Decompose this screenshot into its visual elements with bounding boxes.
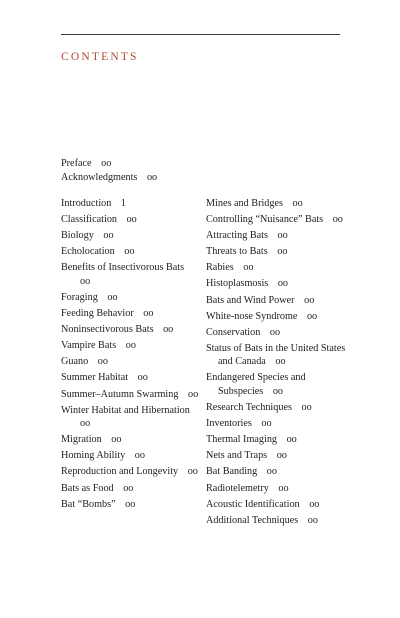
- toc-entry-title: Histoplasmosis: [206, 278, 269, 290]
- toc-entry-title: Bat Banding: [206, 466, 258, 478]
- toc-entry-page: oo: [137, 372, 148, 384]
- toc-left-column: [61, 197, 201, 514]
- toc-entry-page: oo: [124, 246, 135, 258]
- toc-entry: [206, 514, 346, 528]
- toc-entry-page: oo: [163, 324, 174, 336]
- toc-entry-page: 1: [120, 198, 127, 209]
- toc-entry-page: oo: [103, 230, 114, 242]
- toc-entry: [206, 245, 346, 259]
- toc-entry-page: oo: [278, 482, 289, 494]
- toc-entry-page: oo: [266, 466, 277, 478]
- toc-entry-title: Winter Habitat and Hibernation: [61, 404, 190, 416]
- toc-entry: [206, 277, 346, 291]
- toc-entry: [61, 323, 201, 337]
- toc-entry-title: Summer–Autumn Swarming: [61, 388, 179, 400]
- toc-entry-page: oo: [80, 275, 91, 287]
- toc-entry: [61, 339, 201, 353]
- toc-entry-title: Noninsectivorous Bats: [61, 324, 154, 336]
- toc-entry-page: oo: [187, 388, 199, 400]
- toc-entry-page: oo: [272, 385, 284, 397]
- toc-entry: [61, 433, 201, 447]
- toc-entry-title: Migration: [61, 434, 102, 446]
- toc-entry-title: Biology: [61, 230, 94, 242]
- toc-entry: [61, 371, 201, 385]
- toc-entry-title: Echolocation: [61, 246, 115, 258]
- toc-entry-title: Attracting Bats: [206, 230, 268, 242]
- toc-entry-title: Guano: [61, 356, 89, 368]
- toc-entry-page: oo: [125, 498, 136, 510]
- toc-entry: [206, 197, 346, 211]
- toc-entry: [61, 157, 211, 171]
- toc-entry-title: Conservation: [206, 326, 261, 338]
- toc-entry-page: oo: [143, 308, 154, 320]
- toc-entry: [206, 449, 346, 463]
- toc-entry: [206, 433, 346, 447]
- toc-entry-page: oo: [309, 498, 320, 510]
- top-rule: [61, 34, 340, 35]
- toc-entry-title: Status of Bats in the United States and Canada: [206, 342, 346, 368]
- toc-entry-page: oo: [275, 356, 286, 368]
- toc-entry-page: oo: [292, 198, 303, 209]
- toc-entry-title: Vampire Bats: [61, 340, 117, 352]
- toc-entry: [61, 482, 201, 496]
- toc-entry-page: oo: [107, 291, 118, 303]
- toc-entry-page: oo: [276, 450, 287, 462]
- toc-entry-title: Controlling “Nuisance” Bats: [206, 214, 324, 226]
- toc-entry: [61, 213, 201, 227]
- toc-entry: [61, 465, 201, 479]
- toc-entry-title: Radiotelemetry: [206, 482, 269, 494]
- toc-entry-title: Bats as Food: [61, 482, 114, 494]
- toc-entry: [61, 229, 201, 243]
- toc-entry-page: oo: [301, 402, 312, 414]
- toc-entry-page: oo: [307, 514, 318, 526]
- toc-entry: [206, 294, 346, 308]
- toc-entry-page: oo: [304, 294, 315, 306]
- toc-entry-title: Preface: [61, 158, 92, 169]
- toc-entry: [61, 307, 201, 321]
- toc-entry-title: Threats to Bats: [206, 246, 268, 258]
- toc-entry-title: Classification: [61, 214, 118, 226]
- toc-entry-title: Introduction: [61, 198, 112, 209]
- toc-entry-page: oo: [306, 310, 318, 322]
- toc-entry-page: oo: [261, 418, 272, 430]
- toc-entry: [61, 404, 201, 431]
- toc-entry-page: oo: [269, 326, 281, 338]
- toc-entry: [206, 498, 346, 512]
- toc-entry: [206, 482, 346, 496]
- toc-entry-title: Bats and Wind Power: [206, 294, 295, 306]
- toc-entry-title: Acoustic Identification: [206, 498, 300, 510]
- toc-entry-page: oo: [97, 356, 108, 368]
- toc-entry-page: oo: [111, 434, 122, 446]
- toc-entry-title: Homing Ability: [61, 450, 126, 462]
- toc-entry-title: White-nose Syndrome: [206, 310, 298, 322]
- toc-entry-title: Mines and Bridges: [206, 198, 283, 209]
- toc-entry-page: oo: [101, 158, 112, 169]
- toc-entry-page: oo: [277, 246, 288, 258]
- toc-entry-page: oo: [286, 434, 297, 446]
- toc-entry-title: Acknowledgments: [61, 171, 138, 183]
- toc-entry-page: oo: [146, 171, 158, 183]
- toc-entry-title: Endangered Species and Subspecies: [206, 372, 306, 397]
- toc-entry: [206, 417, 346, 431]
- toc-entry-page: oo: [332, 214, 343, 226]
- toc-entry-title: Research Techniques: [206, 402, 292, 414]
- toc-entry-title: Inventories: [206, 418, 252, 430]
- toc-entry: [61, 197, 201, 211]
- toc-entry: [206, 229, 346, 243]
- toc-entry: [61, 449, 201, 463]
- toc-entry-title: Reproduction and Longevity: [61, 466, 179, 478]
- toc-entry-title: Bat “Bombs”: [61, 498, 116, 510]
- toc-entry-page: oo: [125, 340, 136, 352]
- toc-entry: [206, 310, 346, 324]
- toc-entry-page: oo: [80, 418, 91, 430]
- toc-entry: [206, 261, 346, 275]
- toc-entry: [61, 291, 201, 305]
- toc-entry-title: Rabies: [206, 262, 234, 274]
- toc-entry-title: Thermal Imaging: [206, 434, 278, 446]
- toc-entry-page: oo: [134, 450, 145, 462]
- toc-entry-page: oo: [243, 262, 254, 274]
- toc-entry-page: oo: [277, 278, 288, 290]
- toc-entry-page: oo: [187, 466, 198, 478]
- toc-entry: [206, 465, 346, 479]
- toc-entry-page: oo: [126, 214, 137, 226]
- toc-entry-title: Foraging: [61, 291, 98, 303]
- toc-entry-title: Feeding Behavior: [61, 308, 134, 320]
- front-matter-list: [61, 157, 211, 184]
- toc-entry: [206, 342, 346, 369]
- toc-entry: [206, 371, 346, 398]
- toc-entry-title: Summer Habitat: [61, 372, 129, 384]
- toc-entry-title: Nets and Traps: [206, 450, 268, 462]
- toc-entry: [206, 213, 346, 227]
- toc-entry: [61, 245, 201, 259]
- toc-right-column: [206, 197, 346, 530]
- toc-entry: [206, 401, 346, 415]
- toc-entry-page: oo: [277, 230, 288, 242]
- contents-heading: CONTENTS: [61, 51, 139, 63]
- toc-entry: [61, 355, 201, 369]
- toc-entry-page: oo: [123, 482, 134, 494]
- toc-entry: [61, 388, 201, 402]
- toc-entry-title: Additional Techniques: [206, 514, 299, 526]
- toc-entry: [61, 261, 201, 288]
- toc-entry: [61, 498, 201, 512]
- toc-entry-title: Benefits of Insectivorous Bats: [61, 262, 185, 274]
- toc-entry: [206, 326, 346, 340]
- toc-entry: [61, 171, 211, 185]
